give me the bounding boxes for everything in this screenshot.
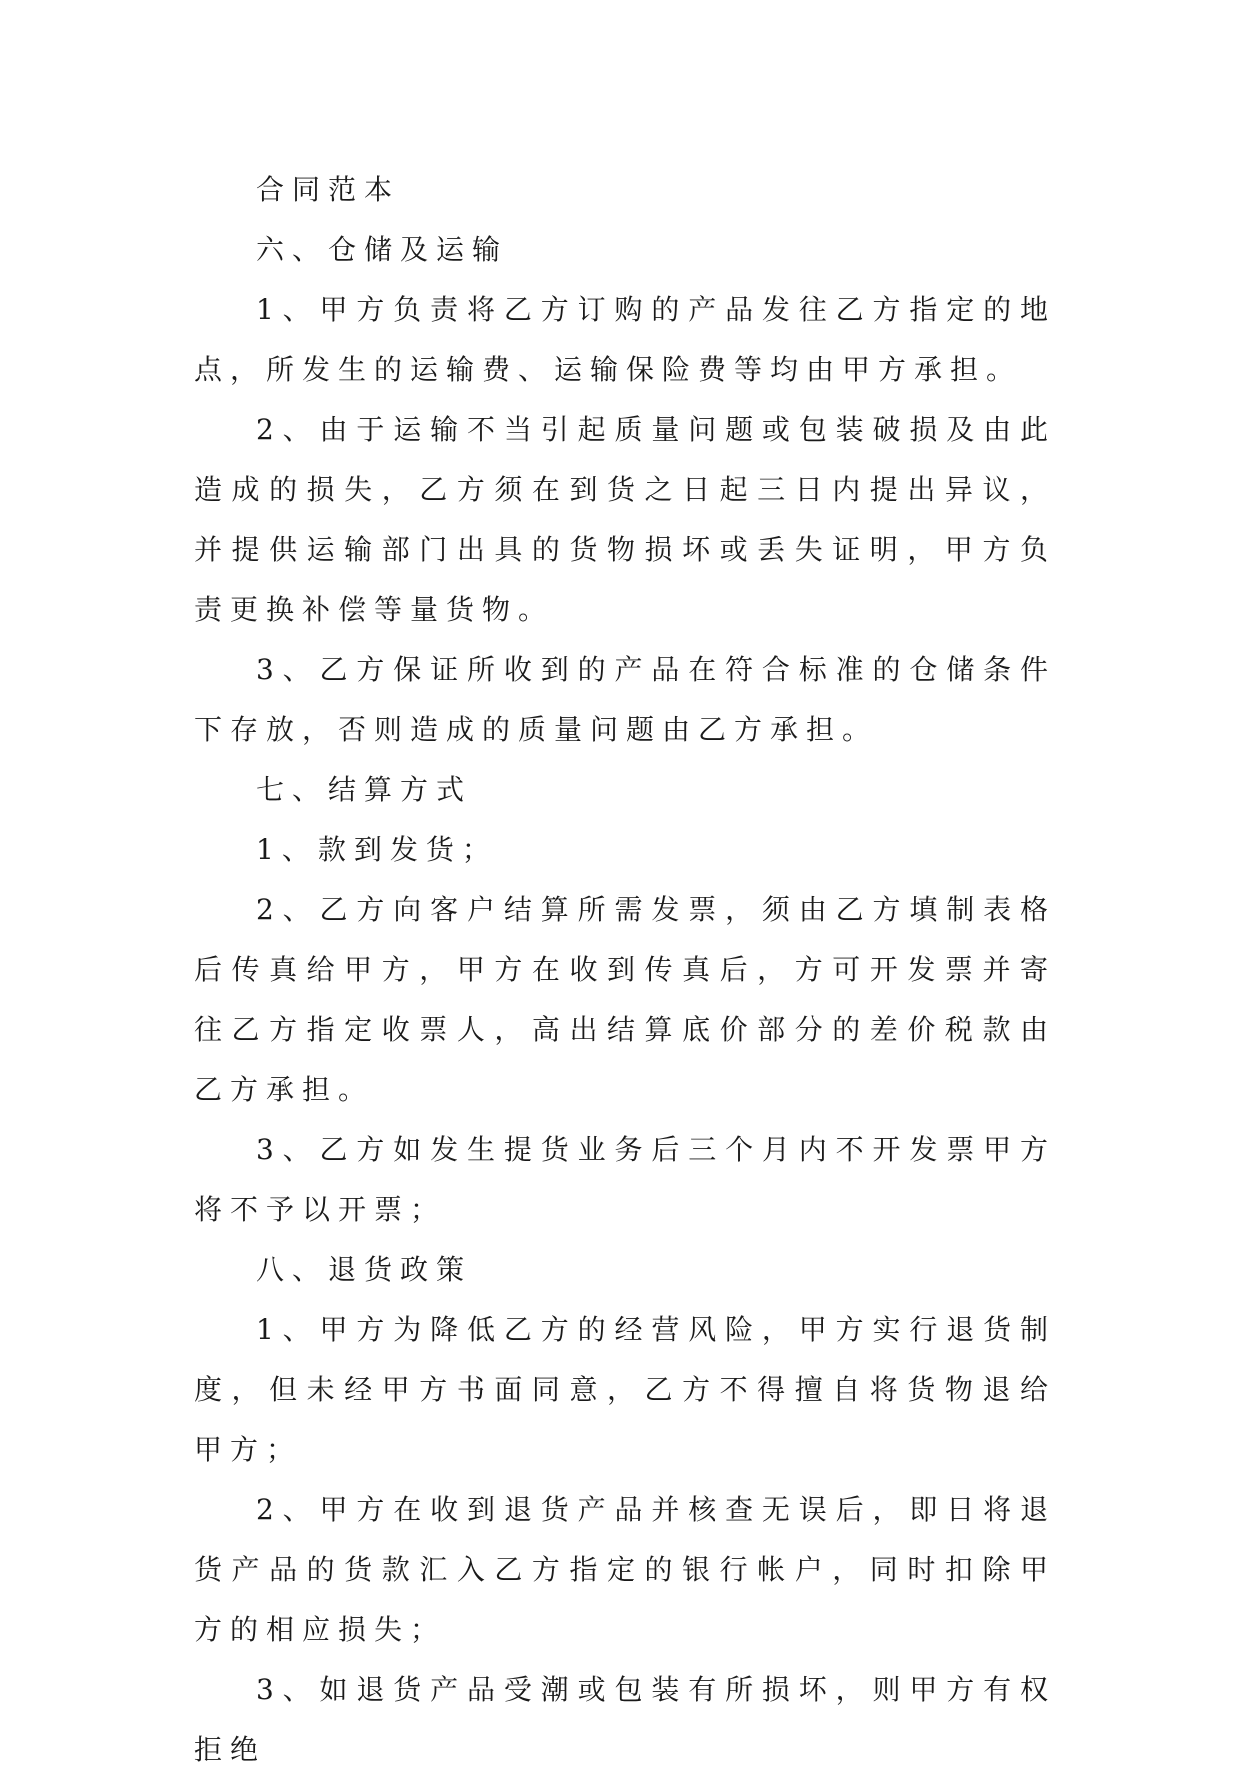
document-title: 合同范本 — [256, 173, 401, 206]
section-heading-storage-transport: 六、仓储及运输 — [256, 233, 509, 266]
clause-paragraph: 1、甲方负责将乙方订购的产品发往乙方指定的地点，所发生的运输费、运输保险费等均由甲方承担。 — [194, 293, 1056, 386]
clause-paragraph: 3、乙方如发生提货业务后三个月内不开发票甲方将不予以开票； — [194, 1133, 1056, 1226]
clause-paragraph: 1、甲方为降低乙方的经营风险，甲方实行退货制度，但未经甲方书面同意，乙方不得擅自将货物退给甲方； — [194, 1313, 1056, 1466]
clause-paragraph: 2、甲方在收到退货产品并核查无误后，即日将退货产品的货款汇入乙方指定的银行帐户，同时扣除甲方的相应损失； — [194, 1493, 1056, 1646]
clause-paragraph: 3、乙方保证所收到的产品在符合标准的仓储条件下存放，否则造成的质量问题由乙方承担。 — [194, 653, 1056, 746]
clause-paragraph: 2、由于运输不当引起质量问题或包装破损及由此造成的损失，乙方须在到货之日起三日内提出异议，并提供运输部门出具的货物损坏或丢失证明，甲方负责更换补偿等量货物。 — [194, 413, 1056, 626]
clause-paragraph: 3、如退货产品受潮或包装有所损坏，则甲方有权拒绝 — [194, 1673, 1056, 1766]
clause-paragraph: 1、款到发货； — [256, 833, 498, 866]
document-body — [194, 160, 1056, 1780]
clause-paragraph: 2、乙方向客户结算所需发票，须由乙方填制表格后传真给甲方，甲方在收到传真后，方可开发票并寄往乙方指定收票人，高出结算底价部分的差价税款由乙方承担。 — [194, 893, 1056, 1106]
section-heading-returns: 八、退货政策 — [256, 1253, 473, 1286]
section-heading-settlement: 七、结算方式 — [256, 773, 473, 806]
